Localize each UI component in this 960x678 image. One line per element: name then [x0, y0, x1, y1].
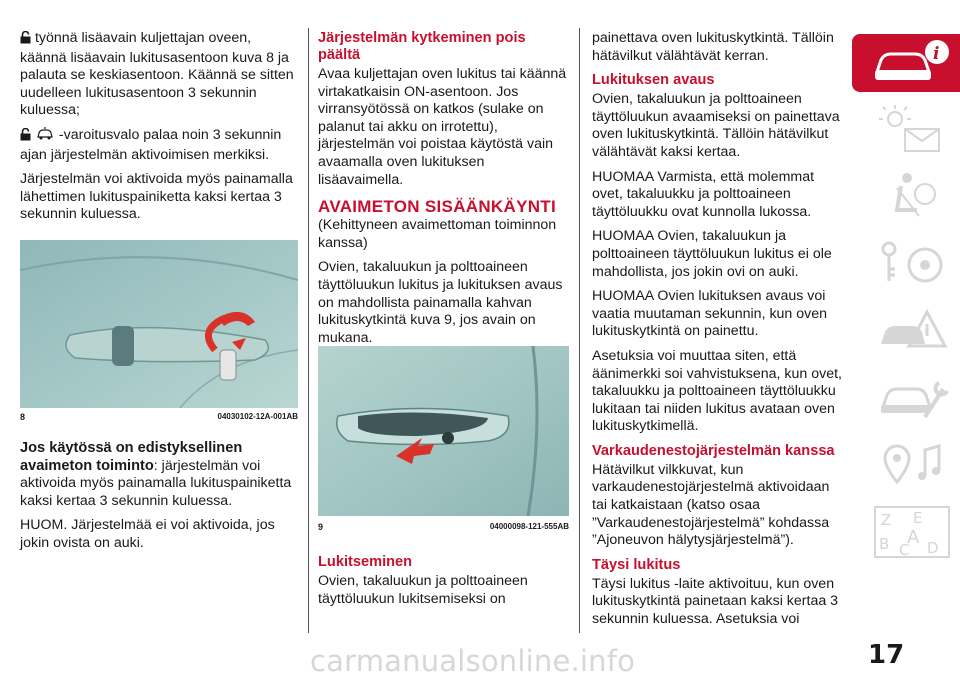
paragraph: HUOM. Järjestelmää ei voi aktivoida, jos jokin ovista on auki. — [20, 517, 275, 551]
section-heading: Järjestelmän kytkeminen pois päältä — [318, 30, 526, 63]
svg-text:E: E — [913, 509, 923, 527]
paragraph-bold: Jos käytössä on edistyksellinen avaimeton toiminto — [20, 440, 243, 474]
paragraph: HUOMAA Varmista, että molemmat ovet, takaluukku ja polttoaineen täyttöluukku ovat kunnolla lukossa. — [592, 168, 815, 220]
paragraph: painettava oven lukituskytkintä. Tällöin hätävilkut välähtävät kerran. — [592, 30, 834, 64]
figure-number: 8 — [20, 412, 26, 422]
chapter-sidebar — [855, 34, 960, 570]
car-info-icon[interactable] — [867, 34, 957, 94]
paragraph — [20, 30, 300, 120]
section-heading: Täysi lukitus — [592, 556, 681, 573]
paragraph: Ovien, takaluukun ja polttoaineen täyttöluukun lukitus ja lukituksen avaus on mahdollista painamalla kahvan lukituskytkintä kuva 9, jos avain on mukana. — [318, 259, 563, 346]
paragraph: Täysi lukitus -laite aktivoituu, kun oven lukituskytkintä painetaan kaksi kertaa 3 sekunnin kuluessa. Asetuksia voi — [592, 575, 839, 628]
breakdown-triangle-icon[interactable] — [867, 302, 957, 362]
service-wrench-icon[interactable] — [867, 369, 957, 429]
section-heading: Lukituksen avaus — [592, 72, 715, 89]
index-letters-icon[interactable] — [867, 503, 957, 563]
paragraph-text: -varoitusvalo palaa noin 3 sekunnin ajan järjestelmän aktivoimisen merkiksi. — [20, 126, 282, 163]
column-2-lower — [318, 554, 568, 615]
paragraph: Ovien, takaluukun ja polttoaineen täyttöluukun lukitsemiseksi on — [318, 573, 528, 607]
figure-8-caption — [20, 412, 298, 422]
figure-code: 04030102-12A-001AB — [217, 412, 298, 421]
figure-number: 9 — [318, 522, 324, 532]
figure-9-door-handle-button — [318, 346, 569, 516]
paragraph: Hätävilkut vilkkuvat, kun varkaudenestojärjestelmä aktivoidaan tai katkaistaan (katso osaa ”Varkaudenestojärjestelmä” kohdassa ”Ajoneuvon hälytysjärjestelmä”). — [592, 461, 830, 549]
column-1-lower — [20, 440, 300, 560]
column-2 — [318, 30, 568, 354]
svg-text:Z: Z — [881, 511, 892, 529]
svg-text:i: i — [933, 44, 940, 64]
column-divider — [308, 28, 309, 633]
paragraph: (Kehittyneen avaimettoman toiminnon kanssa) — [318, 217, 557, 251]
section-heading: Varkaudenestojärjestelmän kanssa — [592, 442, 835, 459]
column-divider — [579, 28, 580, 633]
lock-icon — [20, 31, 31, 50]
warning-lights-icon[interactable] — [867, 101, 957, 161]
paragraph: Avaa kuljettajan oven lukitus tai käännä virtakatkaisin ON-asentoon. Jos virransyötössä on katkos (sulake on palanut tai akku on irrotettu), järjestelmän voi poistaa käytöstä vain avaamalla oven lukituksen lisäavaimella. — [318, 66, 567, 188]
figure-8-door-key — [20, 240, 298, 408]
section-heading: Lukitseminen — [318, 554, 413, 570]
svg-text:B: B — [879, 535, 890, 553]
paragraph: HUOMAA Ovien lukituksen avaus voi vaatia muutaman sekunnin, kun oven lukituskytkintä on painettu. — [592, 288, 828, 340]
svg-text:A: A — [907, 527, 920, 548]
lock-icon — [20, 128, 31, 147]
paragraph — [20, 127, 300, 164]
paragraph-text: : järjestelmän voi aktivoida myös painamalla lukituspainiketta kaksi kertaa 3 sekunnin kuluessa. — [20, 457, 292, 509]
column-3 — [592, 30, 842, 636]
watermark: carmanualsonline.info — [310, 644, 636, 678]
paragraph: Järjestelmän voi aktivoida myös painamalla lähettimen lukituspainiketta kaksi kertaa 3 sekunnin kuluessa. — [20, 171, 293, 223]
paragraph — [20, 440, 300, 510]
figure-9-caption — [318, 522, 569, 532]
paragraph: Asetuksia voi muuttaa siten, että äänimerkki soi vahvistuksena, kun ovet, takaluukku ja polttoaineen täyttöluukku lukitaan tai niiden lukitus avataan oven lukituskytkimellä. — [592, 347, 842, 435]
svg-text:C: C — [899, 541, 910, 559]
paragraph-text: työnnä lisäavain kuljettajan oveen, käännä lisäavain lukitusasentoon kuva 8 ja palauta se keskiasentoon. Käännä se sitten uudelleen lukitusasentoon 3 sekunnin kuluessa; — [20, 30, 294, 119]
key-steering-icon[interactable] — [867, 235, 957, 295]
svg-text:D: D — [927, 539, 939, 557]
section-heading-caps: AVAIMETON SISÄÄNKÄYNTI — [318, 197, 557, 217]
map-music-icon[interactable] — [867, 436, 957, 496]
paragraph: HUOMAA Ovien, takaluukun ja polttoaineen täyttöluukun lukitus ei ole mahdollista, jos jokin ovi on auki. — [592, 228, 832, 280]
column-1 — [20, 30, 300, 231]
paragraph: Ovien, takaluukun ja polttoaineen täyttöluukun avaamiseksi on painettava oven lukituskytkintä. Tällöin hätävilkut välähtävät kaksi kertaa. — [592, 91, 840, 160]
page-number: 17 — [868, 640, 905, 670]
airbag-seat-icon[interactable] — [867, 168, 957, 228]
car-alarm-icon — [35, 127, 55, 147]
figure-code: 04000098-121-555AB — [489, 522, 569, 531]
